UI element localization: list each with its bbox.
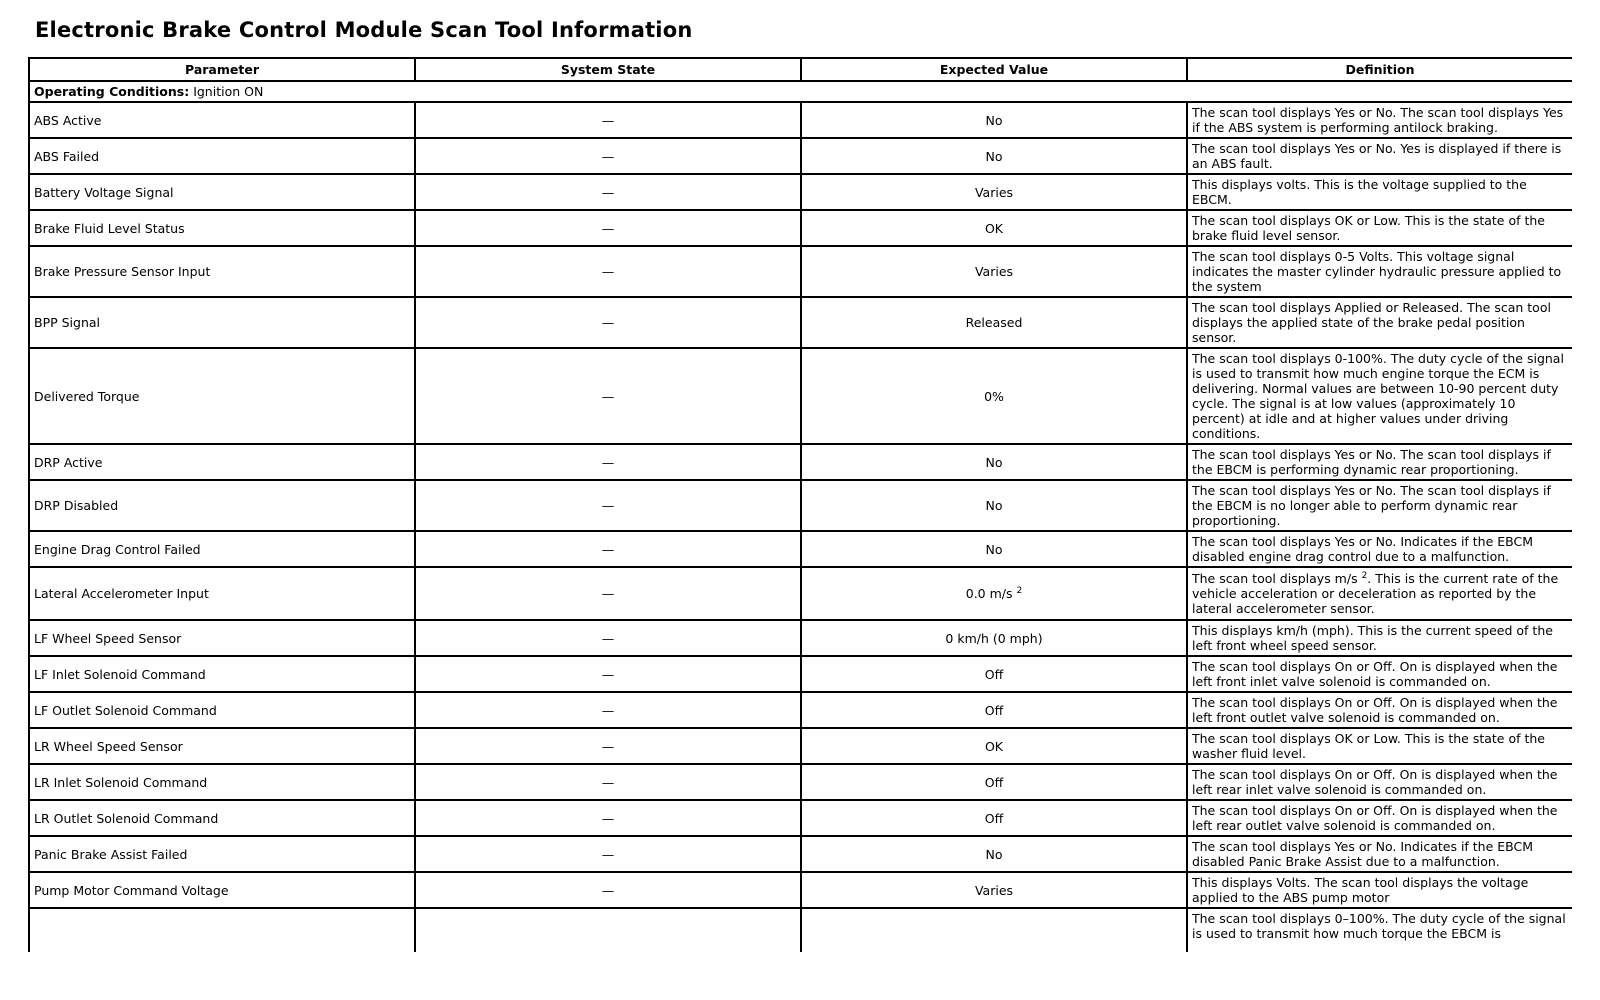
system-state-cell: — <box>415 656 801 692</box>
definition-cell: The scan tool displays Yes or No. The scan tool displays if the EBCM is no longer able to perform dynamic rear proportioning. <box>1187 480 1572 531</box>
expected-value-cell: 0% <box>801 348 1187 444</box>
page-title: Electronic Brake Control Module Scan Tool Information <box>35 18 693 42</box>
system-state-cell: — <box>415 102 801 138</box>
expected-value-cell: Released <box>801 297 1187 348</box>
definition-cell: The scan tool displays Yes or No. Indicates if the EBCM disabled engine drag control due to a malfunction. <box>1187 531 1572 567</box>
table-row <box>29 567 1572 620</box>
system-state-cell: — <box>415 800 801 836</box>
parameter-cell: Delivered Torque <box>29 348 415 444</box>
header-parameter: Parameter <box>29 58 415 81</box>
scan-tool-table-container <box>28 57 1572 987</box>
operating-conditions-value: Ignition ON <box>193 84 264 99</box>
definition-cell <box>1187 567 1572 620</box>
parameter-cell: ABS Active <box>29 102 415 138</box>
system-state-cell: — <box>415 531 801 567</box>
table-row <box>29 297 1572 348</box>
partial-state-cell <box>415 908 801 952</box>
table-row <box>29 692 1572 728</box>
table-row <box>29 656 1572 692</box>
definition-cell: The scan tool displays OK or Low. This is the state of the brake fluid level sensor. <box>1187 210 1572 246</box>
expected-value-cell: No <box>801 102 1187 138</box>
system-state-cell: — <box>415 246 801 297</box>
system-state-cell: — <box>415 620 801 656</box>
system-state-cell: — <box>415 174 801 210</box>
expected-value-cell: Varies <box>801 246 1187 297</box>
system-state-cell: — <box>415 138 801 174</box>
expected-value-cell: OK <box>801 728 1187 764</box>
definition-cell: This displays Volts. The scan tool displays the voltage applied to the ABS pump motor <box>1187 872 1572 908</box>
table-row <box>29 348 1572 444</box>
definition-cell: The scan tool displays Yes or No. The scan tool displays Yes if the ABS system is performing antilock braking. <box>1187 102 1572 138</box>
definition-cell: The scan tool displays OK or Low. This is the state of the washer fluid level. <box>1187 728 1572 764</box>
expected-value-cell: Off <box>801 656 1187 692</box>
table-row <box>29 480 1572 531</box>
expected-value-cell: Off <box>801 692 1187 728</box>
parameter-cell: Brake Pressure Sensor Input <box>29 246 415 297</box>
expected-value-cell: Off <box>801 800 1187 836</box>
table-row <box>29 872 1572 908</box>
definition-cell: This displays volts. This is the voltage supplied to the EBCM. <box>1187 174 1572 210</box>
table-row <box>29 728 1572 764</box>
system-state-cell: — <box>415 692 801 728</box>
definition-cell: The scan tool displays Yes or No. Yes is displayed if there is an ABS fault. <box>1187 138 1572 174</box>
parameter-cell: Engine Drag Control Failed <box>29 531 415 567</box>
partial-expected-cell <box>801 908 1187 952</box>
parameter-cell: LR Wheel Speed Sensor <box>29 728 415 764</box>
parameter-cell: LF Outlet Solenoid Command <box>29 692 415 728</box>
table-row <box>29 174 1572 210</box>
parameter-cell: Brake Fluid Level Status <box>29 210 415 246</box>
definition-cell: The scan tool displays Yes or No. Indicates if the EBCM disabled Panic Brake Assist due to a malfunction. <box>1187 836 1572 872</box>
expected-value-cell: No <box>801 138 1187 174</box>
definition-cell: The scan tool displays On or Off. On is displayed when the left rear outlet valve solenoid is commanded on. <box>1187 800 1572 836</box>
header-expected-value: Expected Value <box>801 58 1187 81</box>
definition-text: The scan tool displays m/s <box>1192 571 1358 586</box>
system-state-cell: — <box>415 444 801 480</box>
partial-parameter-cell <box>29 908 415 952</box>
parameter-cell: DRP Active <box>29 444 415 480</box>
parameter-cell: Pump Motor Command Voltage <box>29 872 415 908</box>
table-row <box>29 836 1572 872</box>
system-state-cell: — <box>415 210 801 246</box>
definition-cell: The scan tool displays On or Off. On is displayed when the left front outlet valve solenoid is commanded on. <box>1187 692 1572 728</box>
definition-cell: This displays km/h (mph). This is the current speed of the left front wheel speed sensor. <box>1187 620 1572 656</box>
expected-value-cell: No <box>801 836 1187 872</box>
definition-cell: The scan tool displays On or Off. On is displayed when the left front inlet valve solenoid is commanded on. <box>1187 656 1572 692</box>
expected-value-cell: 0 km/h (0 mph) <box>801 620 1187 656</box>
parameter-cell: BPP Signal <box>29 297 415 348</box>
system-state-cell: — <box>415 728 801 764</box>
parameter-cell: LF Wheel Speed Sensor <box>29 620 415 656</box>
definition-cell: The scan tool displays Yes or No. The scan tool displays if the EBCM is performing dynamic rear proportioning. <box>1187 444 1572 480</box>
expected-value-cell: Varies <box>801 174 1187 210</box>
scan-tool-table <box>28 57 1572 952</box>
operating-conditions-row <box>29 81 1572 102</box>
system-state-cell: — <box>415 836 801 872</box>
system-state-cell: — <box>415 348 801 444</box>
table-row <box>29 764 1572 800</box>
table-row <box>29 800 1572 836</box>
header-definition: Definition <box>1187 58 1572 81</box>
definition-cell: The scan tool displays Applied or Released. The scan tool displays the applied state of the brake pedal position sensor. <box>1187 297 1572 348</box>
definition-cell: The scan tool displays 0-5 Volts. This voltage signal indicates the master cylinder hydraulic pressure applied to the system <box>1187 246 1572 297</box>
definition-superscript: 2 <box>1361 570 1368 581</box>
system-state-cell: — <box>415 480 801 531</box>
header-system-state: System State <box>415 58 801 81</box>
parameter-cell: ABS Failed <box>29 138 415 174</box>
system-state-cell: — <box>415 764 801 800</box>
table-row <box>29 210 1572 246</box>
system-state-cell: — <box>415 872 801 908</box>
definition-text-rest: . This is the current rate of the vehicle acceleration or deceleration as reported by the lateral accelerometer sensor. <box>1192 571 1559 616</box>
table-row-partial <box>29 908 1572 952</box>
table-header-row <box>29 58 1572 81</box>
parameter-cell: LR Outlet Solenoid Command <box>29 800 415 836</box>
table-row <box>29 620 1572 656</box>
expected-value-cell: OK <box>801 210 1187 246</box>
expected-value-superscript: 2 <box>1016 585 1023 596</box>
expected-value-cell: Varies <box>801 872 1187 908</box>
partial-definition-cell: The scan tool displays 0–100%. The duty cycle of the signal is used to transmit how much torque the EBCM is <box>1187 908 1572 952</box>
table-row <box>29 102 1572 138</box>
system-state-cell: — <box>415 297 801 348</box>
expected-value-cell: No <box>801 531 1187 567</box>
expected-value-cell <box>801 567 1187 620</box>
definition-cell: The scan tool displays On or Off. On is displayed when the left rear inlet valve solenoid is commanded on. <box>1187 764 1572 800</box>
parameter-cell: LF Inlet Solenoid Command <box>29 656 415 692</box>
expected-value-text: 0.0 m/s <box>965 586 1013 601</box>
table-row <box>29 444 1572 480</box>
definition-cell: The scan tool displays 0-100%. The duty cycle of the signal is used to transmit how much engine torque the ECM is delivering. Normal values are between 10-90 percent duty cycle. The signal is at low values (approximately 10 percent) at idle and at higher values under driving conditions. <box>1187 348 1572 444</box>
parameter-cell: Lateral Accelerometer Input <box>29 567 415 620</box>
table-row <box>29 138 1572 174</box>
expected-value-cell: No <box>801 480 1187 531</box>
system-state-cell: — <box>415 567 801 620</box>
expected-value-cell: Off <box>801 764 1187 800</box>
parameter-cell: DRP Disabled <box>29 480 415 531</box>
operating-conditions-cell <box>29 81 1572 102</box>
parameter-cell: LR Inlet Solenoid Command <box>29 764 415 800</box>
table-row <box>29 246 1572 297</box>
operating-conditions-label: Operating Conditions: <box>34 84 190 99</box>
expected-value-cell: No <box>801 444 1187 480</box>
parameter-cell: Panic Brake Assist Failed <box>29 836 415 872</box>
table-row <box>29 531 1572 567</box>
parameter-cell: Battery Voltage Signal <box>29 174 415 210</box>
